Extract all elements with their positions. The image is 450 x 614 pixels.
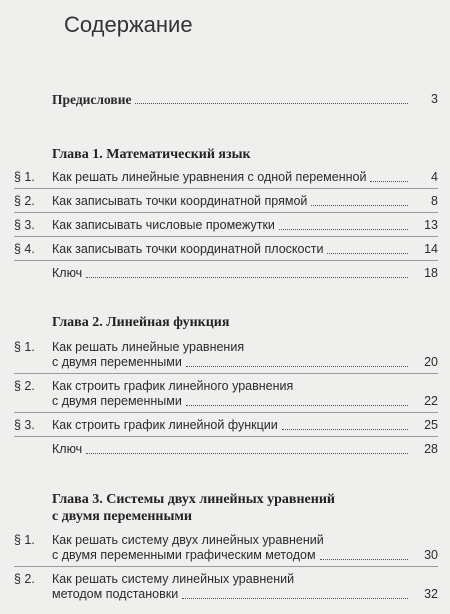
toc-entry <box>14 218 438 233</box>
chapter-heading-line: Глава 3. Системы двух линейных уравнений <box>52 492 335 507</box>
entry-title: Как решать линейные уравнения <box>52 340 245 354</box>
entry-title: Как строить график линейной функции <box>52 418 278 432</box>
toc-entry <box>14 572 438 602</box>
divider <box>14 212 438 213</box>
dot-leader <box>186 366 408 367</box>
toc-entry <box>14 266 438 281</box>
preface-entry <box>52 92 438 107</box>
entry-title-cont: методом подстановки <box>52 587 179 601</box>
divider <box>14 412 438 413</box>
entry-title: Как записывать точки координатной прямой <box>52 194 308 208</box>
dot-leader <box>370 181 408 182</box>
entry-title-cont: с двумя переменными графическим методом <box>52 548 316 562</box>
page-number: 13 <box>424 218 438 232</box>
section-number: § 4. <box>14 242 35 256</box>
dot-leader <box>311 205 408 206</box>
divider <box>14 236 438 237</box>
page-number: 32 <box>424 587 438 601</box>
page-number: 3 <box>431 92 438 106</box>
page-number: 18 <box>424 266 438 280</box>
divider <box>14 373 438 374</box>
dot-leader <box>282 429 408 430</box>
toc-entry <box>14 242 438 257</box>
section-number: § 2. <box>14 379 35 393</box>
divider <box>14 188 438 189</box>
entry-title: Ключ <box>52 442 83 456</box>
section-number: § 2. <box>14 194 35 208</box>
chapter-heading-line: с двумя переменными <box>52 509 192 524</box>
dot-leader <box>279 229 408 230</box>
divider <box>14 436 438 437</box>
section-number: § 1. <box>14 533 35 547</box>
page-number: 8 <box>431 194 438 208</box>
page-number: 14 <box>424 242 438 256</box>
page-number: 4 <box>431 170 438 184</box>
page-number: 30 <box>424 548 438 562</box>
entry-title: Как записывать числовые промежутки <box>52 218 275 232</box>
dot-leader <box>135 103 408 104</box>
page-number: 20 <box>424 355 438 369</box>
divider <box>14 260 438 261</box>
entry-title: Как записывать точки координатной плоскости <box>52 242 324 256</box>
page-number: 25 <box>424 418 438 432</box>
entry-title-cont: с двумя переменными <box>52 394 182 408</box>
entry-title: Как решать систему линейных уравнений <box>52 572 295 586</box>
chapter-heading <box>52 314 229 331</box>
toc-entry <box>14 533 438 563</box>
section-number: § 3. <box>14 418 35 432</box>
section-number: § 3. <box>14 218 35 232</box>
dot-leader <box>327 253 408 254</box>
section-number: § 1. <box>14 340 35 354</box>
entry-title: Как строить график линейного уравнения <box>52 379 294 393</box>
entry-title-cont: с двумя переменными <box>52 355 182 369</box>
section-number: § 2. <box>14 572 35 586</box>
section-number: § 1. <box>14 170 35 184</box>
dot-leader <box>320 559 408 560</box>
toc-entry <box>14 194 438 209</box>
toc-entry <box>14 170 438 185</box>
chapter-heading-line: Глава 1. Математический язык <box>52 147 251 162</box>
toc-entry <box>14 379 438 409</box>
toc-entry <box>14 418 438 433</box>
chapter-heading <box>52 146 251 163</box>
dot-leader <box>86 277 408 278</box>
dot-leader <box>186 405 408 406</box>
page-number: 28 <box>424 442 438 456</box>
page-number: 22 <box>424 394 438 408</box>
dot-leader <box>86 453 408 454</box>
entry-title: Как решать линейные уравнения с одной переменной <box>52 170 367 184</box>
entry-title: Как решать систему двух линейных уравнений <box>52 533 324 547</box>
dot-leader <box>182 598 408 599</box>
toc-entry <box>14 442 438 457</box>
chapter-heading <box>52 491 335 525</box>
entry-title: Ключ <box>52 266 83 280</box>
preface-label: Предисловие <box>52 92 132 107</box>
chapter-heading-line: Глава 2. Линейная функция <box>52 315 230 330</box>
page-title: Содержание <box>64 12 193 37</box>
toc-entry <box>14 340 438 370</box>
divider <box>14 566 438 567</box>
